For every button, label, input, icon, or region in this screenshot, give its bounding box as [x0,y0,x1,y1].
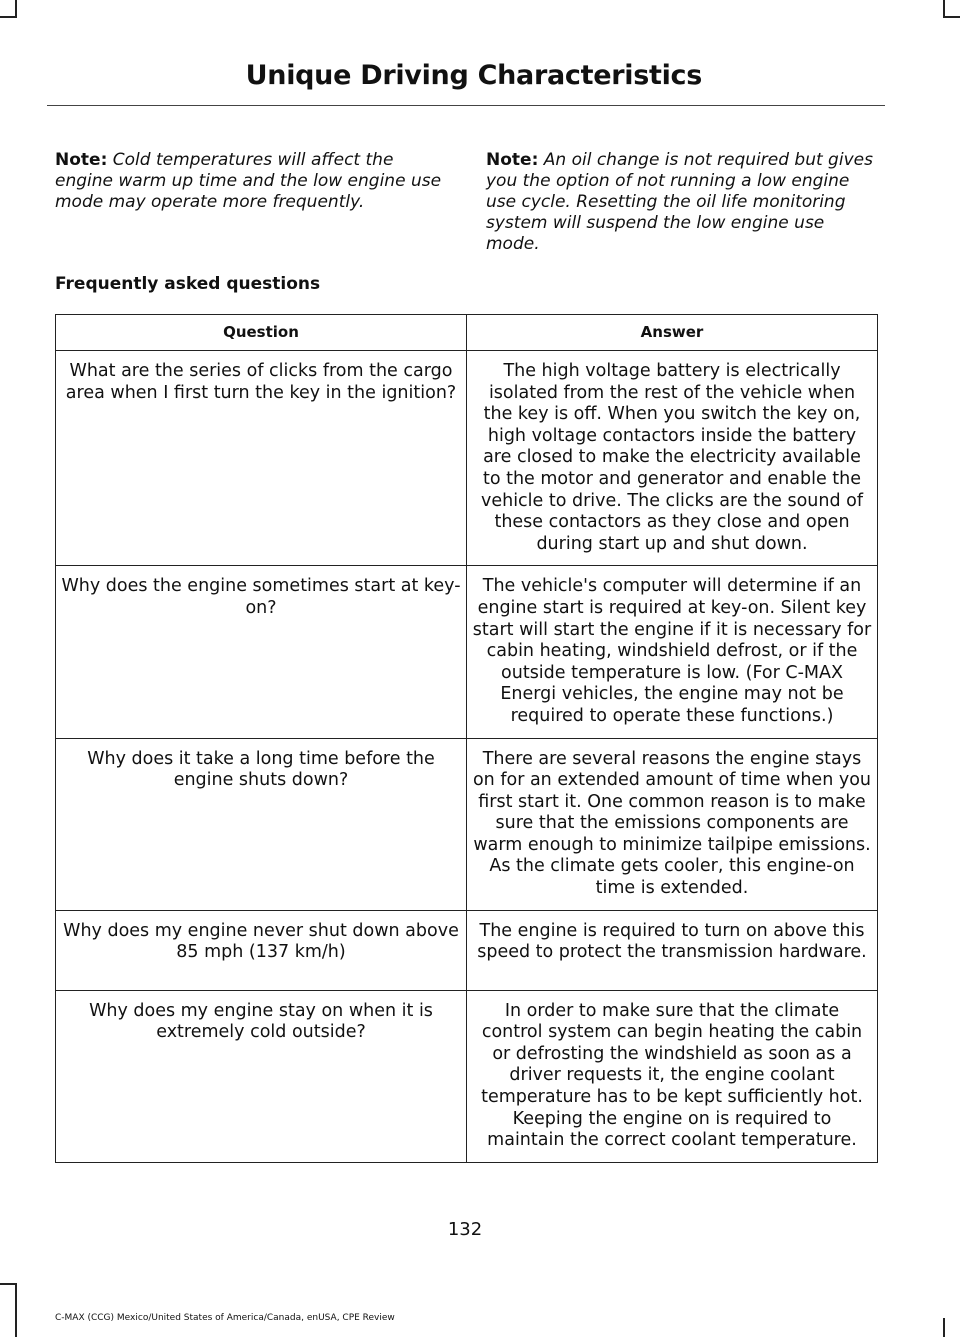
table-row [56,910,878,990]
table-row [56,738,878,910]
faq-table [55,314,878,1163]
crop-mark-bottom-right [943,1318,945,1337]
column-header-answer: Answer [467,315,878,351]
note-right [486,150,883,255]
page-title: Unique Driving Characteristics [245,60,702,91]
note-label: Note: [486,150,539,170]
table-header-row [56,315,878,351]
note-text: An oil change is not required but gives you the option of not running a low engine use cycle. Resetting the oil life monitoring system will suspend the low engine use mode. [486,150,873,254]
crop-mark-top-right [943,16,960,18]
question-cell: Why does the engine sometimes start at key-on? [56,566,467,738]
section-heading: Frequently asked questions [55,274,321,294]
answer-cell: The engine is required to turn on above this speed to protect the transmission hardware. [467,910,878,990]
question-cell: Why does my engine never shut down above 85 mph (137 km/h) [56,910,467,990]
answer-cell: In order to make sure that the climate control system can begin heating the cabin or defrosting the windshield as soon as a driver requests it, the engine coolant temperature has to be kept sufficiently hot. Keeping the engine on is required to maintain the correct coolant temperature. [467,990,878,1162]
table-row [56,990,878,1162]
page-number: 132 [447,1219,483,1240]
answer-cell: The high voltage battery is electrically isolated from the rest of the vehicle when the key is off. When you switch the key on, high voltage contactors inside the battery are closed to make the electricity available to the motor and generator and enable the vehicle to drive. The clicks are the sound of these contactors as they close and open during start up and shut down. [467,351,878,566]
note-left [55,150,445,213]
crop-mark-top-left [0,16,17,18]
document-footer: C-MAX (CCG) Mexico/United States of America/Canada, enUSA, CPE Review [55,1313,395,1323]
question-cell: Why does my engine stay on when it is extremely cold outside? [56,990,467,1162]
crop-mark-bottom-left [15,1283,17,1337]
crop-mark-bottom-left [0,1283,17,1285]
title-divider [47,105,885,106]
column-header-question: Question [56,315,467,351]
table-row [56,566,878,738]
question-cell: What are the series of clicks from the cargo area when I first turn the key in the ignition? [56,351,467,566]
question-cell: Why does it take a long time before the engine shuts down? [56,738,467,910]
answer-cell: The vehicle's computer will determine if an engine start is required at key-on. Silent key start will start the engine if it is necessary for cabin heating, windshield defrost, or if the outside temperature is low. (For C-MAX Energi vehicles, the engine may not be required to operate these functions.) [467,566,878,738]
table-row [56,351,878,566]
note-label: Note: [55,150,108,170]
note-text: Cold temperatures will affect the engine warm up time and the low engine use mode may operate more frequently. [55,150,442,212]
answer-cell: There are several reasons the engine stays on for an extended amount of time when you first start it. One common reason is to make sure that the emissions components are warm enough to minimize tailpipe emissions. As the climate gets cooler, this engine-on time is extended. [467,738,878,910]
